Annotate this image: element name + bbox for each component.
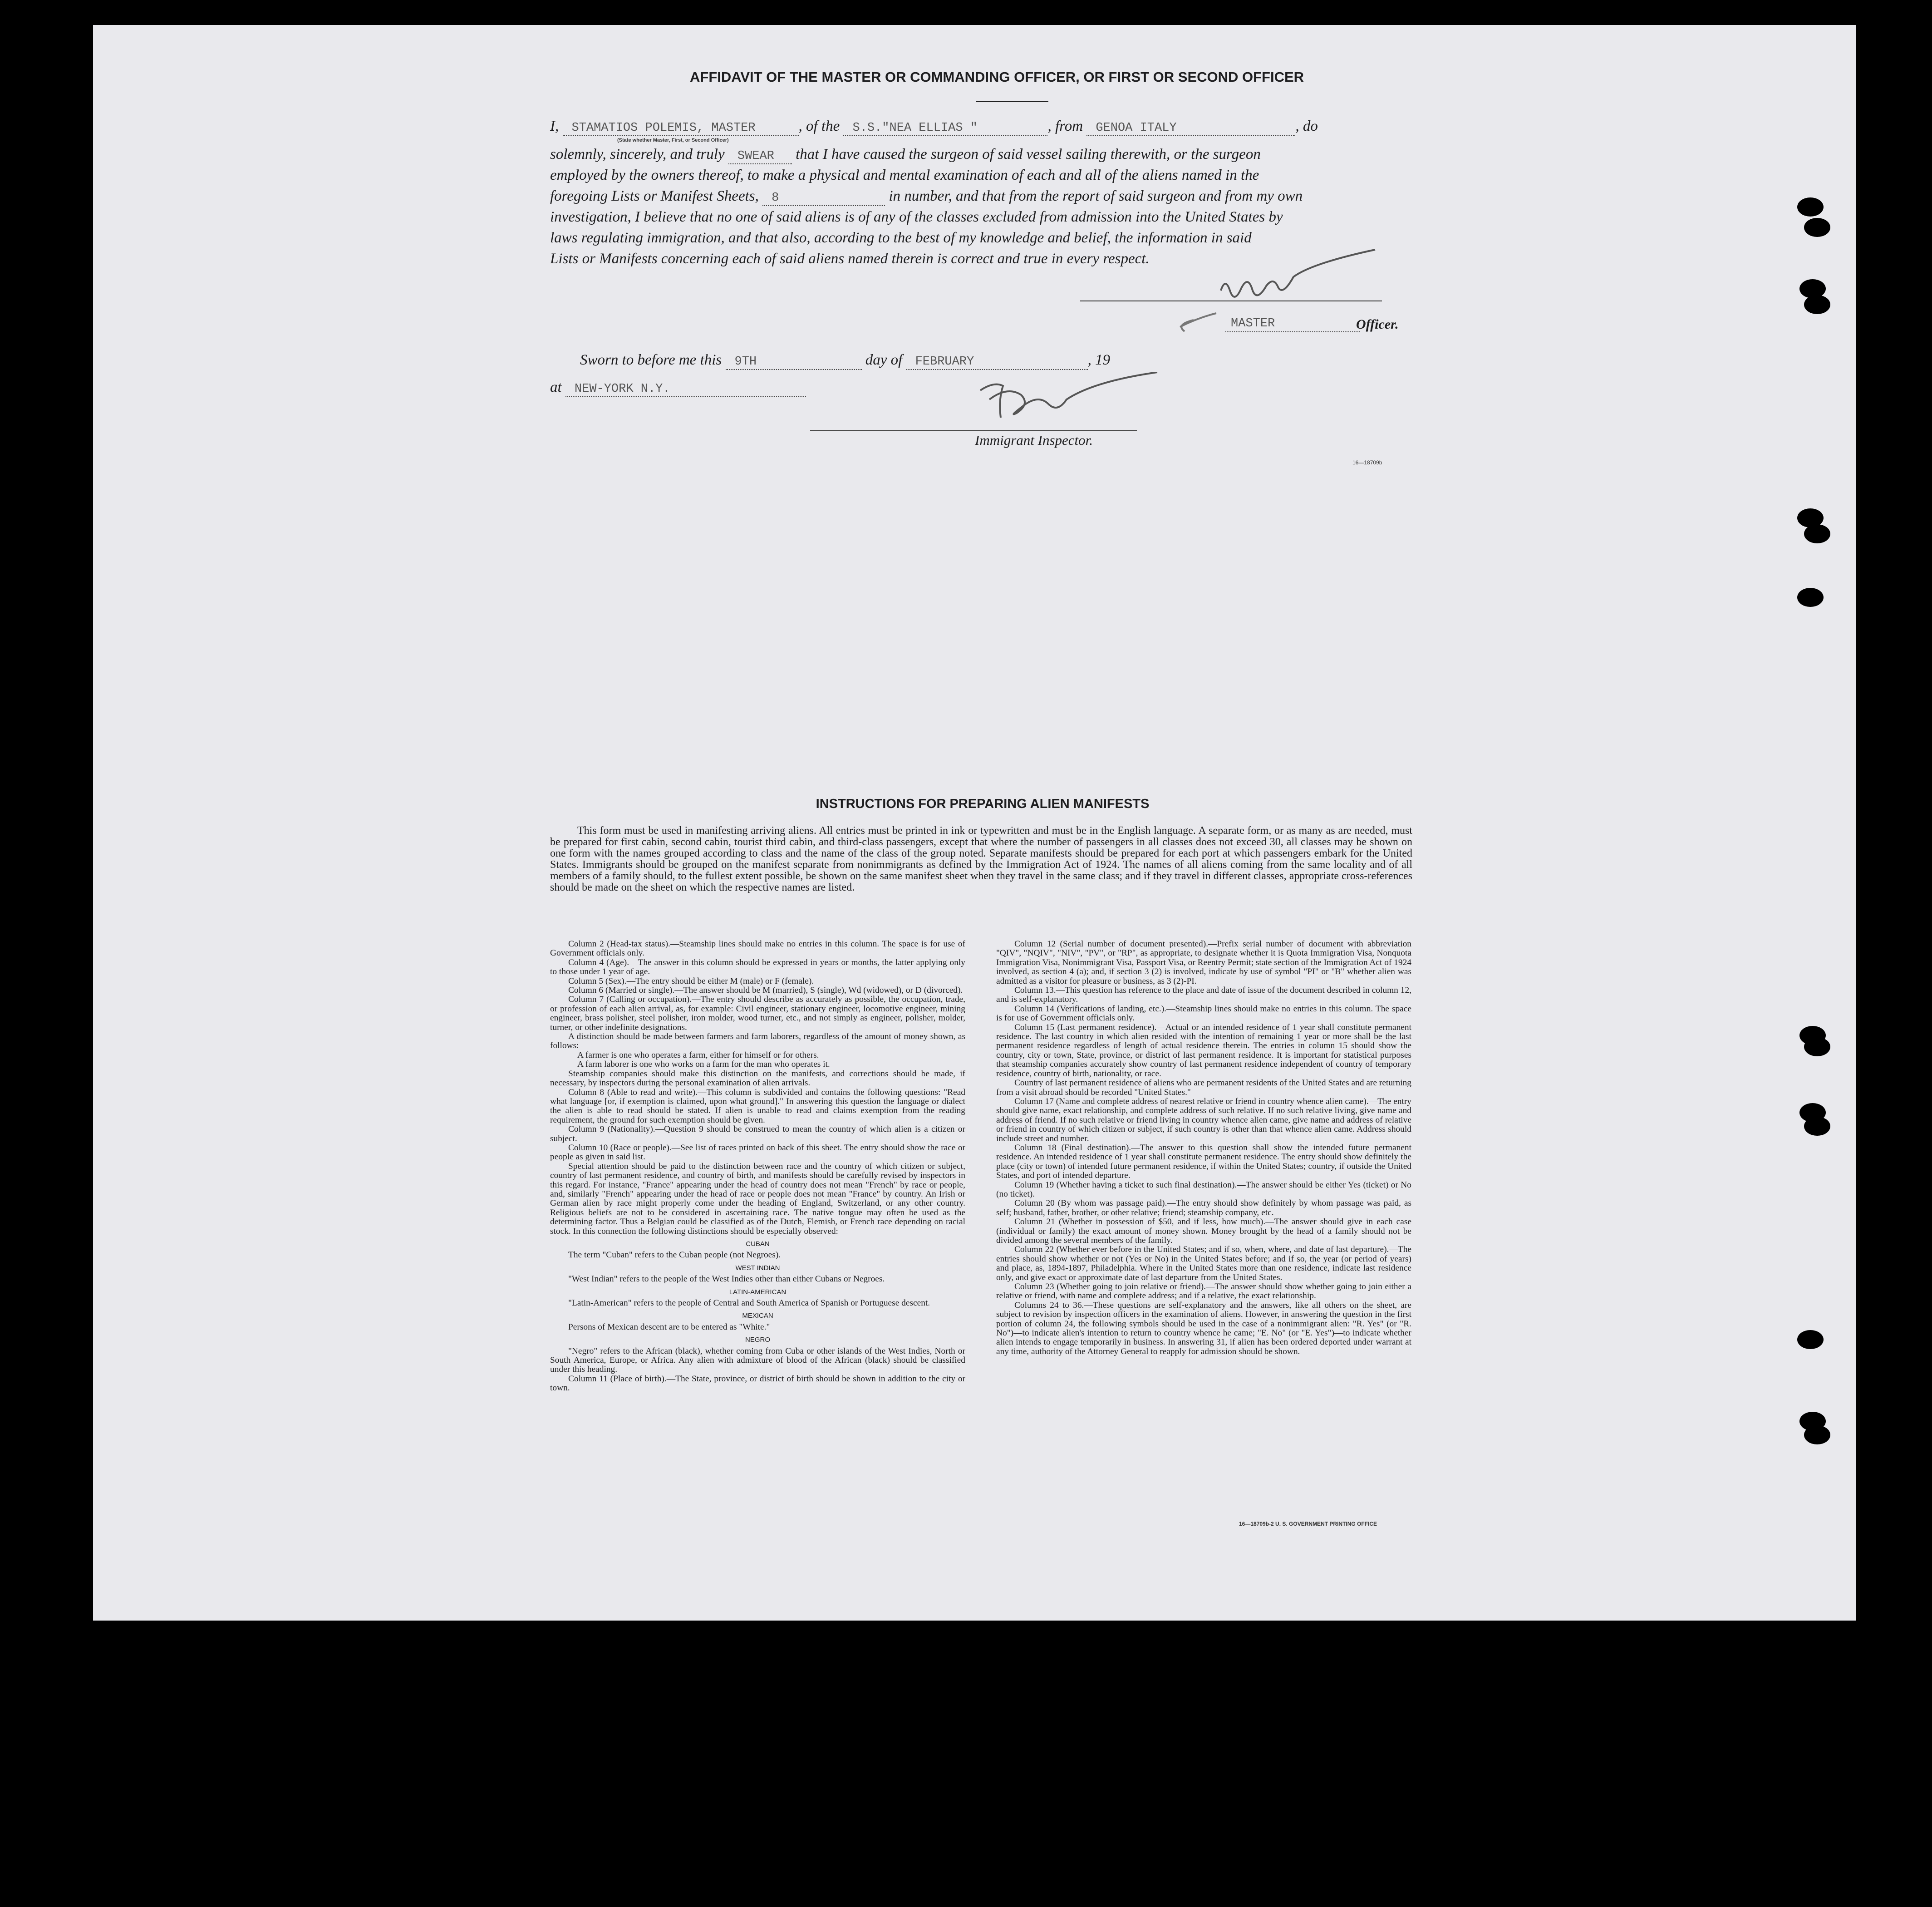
day-field: 9TH xyxy=(726,353,862,370)
affidavit-line-4 xyxy=(550,187,1412,206)
affidavit-text: in number, and that from the report of said surgeon and from my own xyxy=(889,188,1303,204)
instruction-paragraph: Column 19 (Whether having a ticket to such final destination).—The answer should be either Yes (ticket) or No (no ticket). xyxy=(996,1180,1411,1199)
instruction-paragraph: Column 20 (By whom was passage paid).—The entry should show definitely by whom passage was paid, as self; husband, father, brother, or other relative; friend; steamship company, etc. xyxy=(996,1198,1411,1217)
binder-hole xyxy=(1797,1330,1824,1349)
inspector-label: Immigrant Inspector. xyxy=(975,432,1093,448)
officer-name-field: STAMATIOS POLEMIS, MASTER xyxy=(563,119,799,136)
instruction-paragraph: Column 23 (Whether going to join relative or friend).—The answer should show whether going to join either a relative or friend, with name and complete address; and if a relative, the exact relationship. xyxy=(996,1282,1411,1301)
heading-latin-american: LATIN-AMERICAN xyxy=(729,1288,787,1296)
heading-negro: NEGRO xyxy=(745,1336,770,1344)
instructions-intro: This form must be used in manifesting arriving aliens. All entries must be printed in ink or typewritten and must be in the English language. A separate form, or as many as are needed, must be prepared for first cabin, second cabin, tourist third cabin, and third-class passengers, except that where the number of passengers in all classes does not exceed 30, all classes may be shown on one form with the names grouped according to class and the name of the class of the group noted. Separate manifests should be prepared for each port at which passengers embark for the United States. Immigrants should be grouped on the manifest separate from nonimmigrants as defined by the Immigration Act of 1924. The names of all aliens coming from the same locality and of all members of a family should, to the fullest extent possible, be shown on the same manifest sheet when they travel in the same class; and if they travel in different classes, appropriate cross-references should be made on the sheet on which the respective names are listed. xyxy=(550,825,1412,893)
officer-label: Officer. xyxy=(1356,317,1399,332)
affidavit-text: , from xyxy=(1047,118,1083,134)
instruction-paragraph: Column 13.—This question has reference to the place and date of issue of the document described in column 12, and is self-explanatory. xyxy=(996,986,1411,1005)
instruction-paragraph: Column 21 (Whether in possession of $50, and if less, how much).—The answer should give in each case (individual or family) the exact amount of money shown. Money brought by the head of a family should not be divided among the several members of the family. xyxy=(996,1217,1411,1245)
instruction-paragraph: Column 11 (Place of birth).—The State, province, or district of birth should be shown in addition to the city or town. xyxy=(550,1374,965,1393)
binder-hole xyxy=(1804,1037,1830,1056)
instruction-paragraph: Column 9 (Nationality).—Question 9 should be construed to mean the country of which alien is a citizen or subject. xyxy=(550,1124,965,1143)
instruction-paragraph: A distinction should be made between farmers and farm laborers, regardless of the amount of money shown, as follows: xyxy=(550,1032,965,1051)
affidavit-line-1 xyxy=(550,117,1412,136)
officer-rank-field: MASTER xyxy=(1225,317,1360,332)
binder-hole xyxy=(1804,1425,1830,1444)
vessel-field: S.S."NEA ELLIAS " xyxy=(843,119,1047,136)
instruction-paragraph: "Latin-American" refers to the people of Central and South America of Spanish or Portuguese descent. xyxy=(568,1298,930,1308)
instruction-paragraph: A farmer is one who operates a farm, either for himself or for others. xyxy=(577,1050,819,1060)
heading-cuban: CUBAN xyxy=(746,1240,770,1248)
instruction-paragraph: Column 15 (Last permanent residence).—Actual or an intended residence of 1 year shall constitute permanent residence. The last country in which alien resided with the intention of remaining 1 year or more shall be the last permanent residence regardless of length of actual residence therein. The entries in column 15 should show the country, city or town, State, province, or district of last permanent residence. It is important for statistical purposes that steamship companies accurately show country of last permanent residence independent of country of temporary residence, country of birth, nationality, or race. xyxy=(996,1022,1411,1079)
instructions-left-column xyxy=(550,940,965,1393)
instruction-paragraph: Column 17 (Name and complete address of nearest relative or friend in country whence alien came).—The entry should give name, exact relationship, and complete address of such relative. If no such relative living, give name and address of friend. If no such relative or friend living in country whence alien came, give name and address of relative or friend in country of which citizen or subject, if such country is other than that whence alien came. Address should include street and number. xyxy=(996,1096,1411,1143)
instruction-paragraph: Column 12 (Serial number of document presented).—Prefix serial number of document with abbreviation "QIV", "NQIV", "NIV", "PV", or "RP", as appropriate, to designate whether it is Quota Immigration Visa, Nonquota Immigration Visa, Nonimmigrant Visa, Passport Visa, or Reentry Permit; state section of the Immigration Act of 1924 involved, as section 4 (a); and, if section 3 (2) is involved, indicate by use of symbol "PI" or "B" whether alien was admitted as a visitor for pleasure or business, as 3 (2)-PI. xyxy=(996,939,1411,986)
state-whether-note: (State whether Master, First, or Second Officer) xyxy=(617,138,729,143)
sworn-line xyxy=(580,351,1442,370)
instruction-paragraph: "West Indian" refers to the people of the West Indies other than either Cubans or Negroes. xyxy=(568,1274,885,1284)
binder-hole xyxy=(1797,197,1824,217)
affidavit-text: , do xyxy=(1295,118,1318,134)
printing-office-footer: 16—18709b-2 U. S. GOVERNMENT PRINTING OFFICE xyxy=(1239,1521,1377,1527)
affidavit-text: day of xyxy=(865,352,903,368)
instruction-paragraph: Column 6 (Married or single).—The answer should be M (married), S (single), Wd (widowed), or D (divorced). xyxy=(568,986,963,995)
sheet-count-field: 8 xyxy=(762,189,885,206)
instruction-paragraph: "Negro" refers to the African (black), whether coming from Cuba or other islands of the West Indies, North or South America, Europe, or Africa. Any alien with admixture of blood of the African (black) should be classified under this heading. xyxy=(550,1346,965,1375)
instruction-paragraph: Columns 24 to 36.—These questions are self-explanatory and the answers, like all others on the sheet, are subject to revision by inspection officers in the examination of aliens. However, in answering the question in the first portion of column 24, the following symbols should be used in the case of a nonimmigrant alien: "R. Yes" (or "R. No")—to indicate alien's intention to return to country whence he came; "E. No" (or "E. Yes")—to indicate whether alien intends to engage temporarily in business. In answering 31, if alien has been ordered deported under warrant at any time, authority of the Attorney General to reapply for admission should be shown. xyxy=(996,1300,1411,1356)
affidavit-text: Sworn to before me this xyxy=(580,352,722,368)
affidavit-text: solemnly, sincerely, and truly xyxy=(550,146,725,163)
affidavit-line-7: Lists or Manifests concerning each of said aliens named therein is correct and true in every respect. xyxy=(550,251,1150,267)
binder-hole xyxy=(1797,588,1824,607)
instruction-paragraph: Steamship companies should make this distinction on the manifests, and corrections should be made, if necessary, by inspectors during the personal examination of alien arrivals. xyxy=(550,1069,965,1088)
instruction-paragraph: Country of last permanent residence of aliens who are permanent residents of the United States and are returning from a visit abroad should be recorded "United States." xyxy=(996,1078,1411,1097)
instruction-paragraph: Special attention should be paid to the distinction between race and the country of which citizen or subject, country of last permanent residence, and country of birth, and manifests should be carefully revised by inspectors in this regard. For instance, "France" appearing under the head of country does not mean "French" by race or people, and, similarly "French" appearing under the head of race or people does not mean "France" by country. An Irish or German alien by race might properly come under the heading of England, Switzerland, or any other country. Religious beliefs are not to be considered in ascertaining race. The native tongue may often be used as the determining factor. Thus a Belgian could be classified as of the Dutch, Flemish, or French race depending on racial stock. In this connection the following distinctions should be especially observed: xyxy=(550,1161,965,1236)
origin-port-field: GENOA ITALY xyxy=(1086,119,1295,136)
affidavit-text: foregoing Lists or Manifest Sheets, xyxy=(550,188,759,204)
instruction-paragraph: Column 7 (Calling or occupation).—The entry should describe as accurately as possible, the occupation, trade, or profession of each alien arrival, as, for example: Civil engineer, stationary engineer, locomotive engineer, mining engineer, brass polisher, steel polisher, iron molder, wood turner, etc., and not simply as engineer, polisher, molder, turner, or other indefinite designations. xyxy=(550,995,965,1032)
instruction-paragraph: Column 18 (Final destination).—The answer to this question shall show the intended future permanent residence. An intended residence of 1 year shall constitute permanent residence. The entry should show definitely the place (city or town) of intended future permanent residence, if within the United States; country, if outside the United States, and port of intended departure. xyxy=(996,1143,1411,1181)
month-field: FEBRUARY xyxy=(906,353,1088,370)
instruction-paragraph: Persons of Mexican descent are to be entered as "White." xyxy=(568,1322,770,1332)
affidavit-text: , 19 xyxy=(1087,352,1111,368)
affidavit-line-2 xyxy=(550,145,1412,164)
instruction-paragraph: Column 5 (Sex).—The entry should be either M (male) or F (female). xyxy=(568,976,814,986)
swear-field: SWEAR xyxy=(728,147,792,164)
heading-west-indian: WEST INDIAN xyxy=(735,1264,780,1272)
binder-hole xyxy=(1804,295,1830,314)
affidavit-line-3: employed by the owners thereof, to make a physical and mental examination of each and all of the aliens named in the xyxy=(550,167,1259,183)
affidavit-title: AFFIDAVIT OF THE MASTER OR COMMANDING OFFICER, OR FIRST OR SECOND OFFICER xyxy=(690,69,1304,85)
instructions-title: INSTRUCTIONS FOR PREPARING ALIEN MANIFESTS xyxy=(816,797,1150,811)
binder-hole xyxy=(1804,1117,1830,1136)
instruction-paragraph: A farm laborer is one who works on a farm for the man who operates it. xyxy=(577,1059,830,1069)
instruction-paragraph: Column 2 (Head-tax status).—Steamship lines should make no entries in this column. The space is for use of Government officials only. xyxy=(550,939,965,958)
instruction-paragraph: The term "Cuban" refers to the Cuban people (not Negroes). xyxy=(568,1250,781,1260)
inspector-signature-line xyxy=(810,430,1137,431)
inspector-signature xyxy=(971,372,1162,431)
heading-mexican: MEXICAN xyxy=(742,1312,773,1320)
binder-hole xyxy=(1804,524,1830,543)
affidavit-text: , of the xyxy=(798,118,840,134)
affidavit-text: that I have caused the surgeon of said vessel sailing therewith, or the surgeon xyxy=(796,146,1261,163)
affidavit-line-6: laws regulating immigration, and that also, according to the best of my knowledge and belief, the information in said xyxy=(550,230,1252,246)
instruction-paragraph: Column 14 (Verifications of landing, etc.).—Steamship lines should make no entries in this column. The space is for use of Government officials only. xyxy=(996,1004,1411,1023)
form-number: 16—18709b xyxy=(1352,459,1382,466)
affidavit-text: at xyxy=(550,379,562,395)
instruction-paragraph: Column 22 (Whether ever before in the United States; and if so, when, where, and date of last departure).—The entries should show whether or not (Yes or No) in the United States before; and if so, the year (or period of years) and place, as, 1894-1897, Philadelphia. Where in the United States more than one residence, indicate last residence only, and give exact or approximate date of last departure from the United States. xyxy=(996,1245,1411,1282)
binder-hole xyxy=(1804,218,1830,237)
affidavit-text: I, xyxy=(550,118,559,134)
title-rule xyxy=(976,101,1048,102)
affidavit-line-5: investigation, I believe that no one of said aliens is of any of the classes excluded from admission into the United States by xyxy=(550,209,1283,225)
instructions-right-column xyxy=(996,940,1411,1356)
instruction-paragraph: Column 10 (Race or people).—See list of races printed on back of this sheet. The entry should show the race or people as given in said list. xyxy=(550,1143,965,1162)
instruction-paragraph: Column 4 (Age).—The answer in this column should be expressed in years or months, the latter applying only to those under 1 year of age. xyxy=(550,957,965,977)
place-field: NEW-YORK N.Y. xyxy=(565,380,806,397)
instruction-paragraph: Column 8 (Able to read and write).—This column is subdivided and contains the following questions: "Read what language [or, if exemption is claimed, upon what ground]." In answering this question the language or dialect the alien is able to read should be stated. If alien is unable to read and claims exemption from the reading requirement, the ground for such exemption should be given. xyxy=(550,1087,965,1125)
